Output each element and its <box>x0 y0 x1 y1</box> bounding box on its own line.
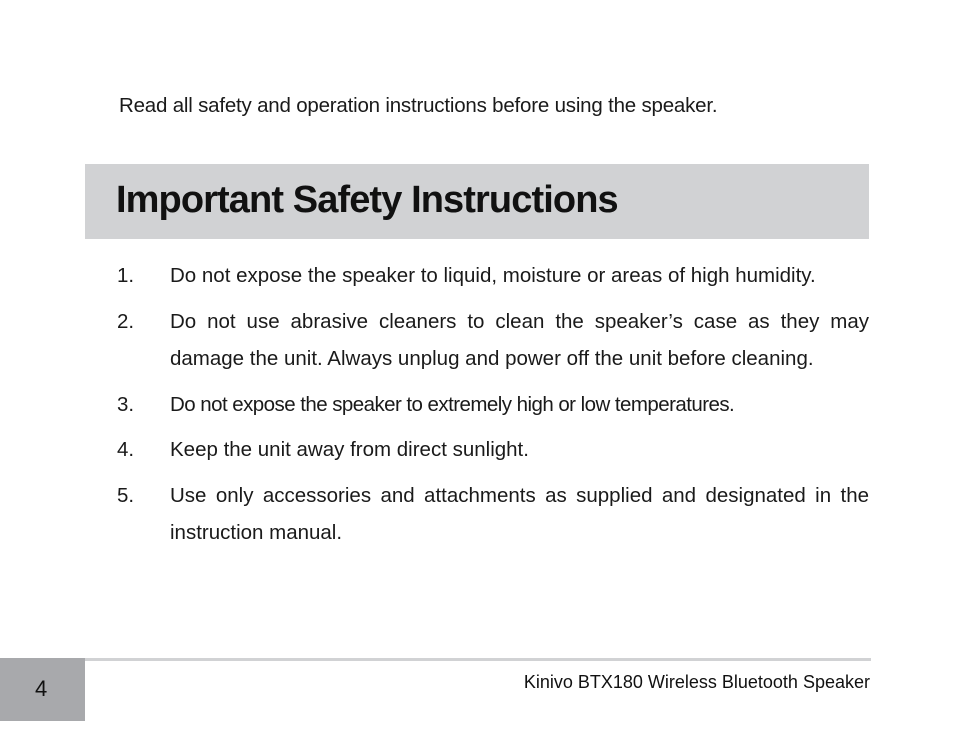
list-item-number: 1. <box>117 264 135 287</box>
list-item <box>117 303 869 378</box>
list-item-text: Do not expose the speaker to liquid, moisture or areas of high humidity. <box>170 264 816 287</box>
list-item-number: 2. <box>117 309 135 333</box>
list-item-number: 3. <box>117 392 135 416</box>
page-number: 4 <box>35 676 48 701</box>
section-banner <box>85 164 869 239</box>
list-item-number: 5. <box>117 483 135 507</box>
list-item <box>117 431 869 469</box>
section-title: Important Safety Instructions <box>116 179 618 221</box>
list-item-text: Do not use abrasive cleaners to clean the speaker’s case as they may damage the unit. Always unplug and power off the unit before cleaning. <box>170 309 869 370</box>
list-item <box>117 386 869 424</box>
footer-caption: Kinivo BTX180 Wireless Bluetooth Speaker <box>523 672 870 692</box>
list-item-text: Keep the unit away from direct sunlight. <box>170 438 529 461</box>
page-number-box <box>0 658 85 721</box>
intro-text: Read all safety and operation instructions before using the speaker. <box>119 94 718 117</box>
safety-instructions-list <box>117 257 869 560</box>
list-item-number: 4. <box>117 438 135 461</box>
footer-divider <box>85 658 871 661</box>
list-item-text: Do not expose the speaker to extremely high or low temperatures. <box>170 392 735 416</box>
list-item <box>117 257 869 295</box>
list-item-text: Use only accessories and attachments as supplied and designated in the instruction manual. <box>170 483 869 544</box>
list-item <box>117 477 869 552</box>
